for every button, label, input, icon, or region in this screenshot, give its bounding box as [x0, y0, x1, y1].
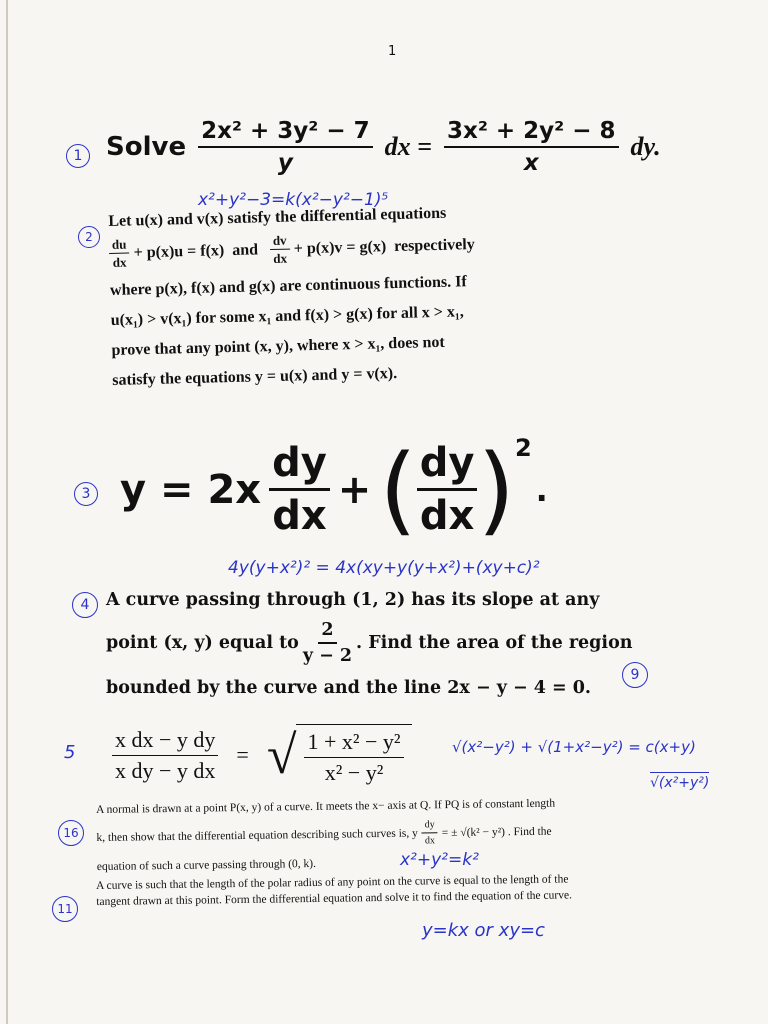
q6-handwritten-answer: x²+y²=k² — [400, 850, 479, 870]
q1-handwritten-answer: x²+y²−3=k(x²−y²−1)⁵ — [198, 190, 389, 210]
q1-rhs-denominator: x — [523, 150, 539, 176]
q7-line-2: tangent drawn at this point. Form the differential equation and solve it to find the equation of the curve. — [96, 889, 572, 908]
q1-lhs-denominator: y — [277, 150, 293, 176]
q2-du-fraction — [109, 237, 130, 268]
q4-line-2-a: point (x, y) equal to — [106, 633, 299, 653]
q5-radical-sign: √ — [266, 725, 297, 785]
question-2 — [108, 194, 622, 389]
q5-radical-fraction — [296, 724, 411, 786]
question-marker-1: 1 — [66, 144, 90, 168]
q1-rhs-numerator: 3x² + 2y² − 8 — [444, 118, 619, 148]
q6-line-2-b: = ± √(k² − y²) . Find the — [441, 825, 552, 839]
q2-equations — [109, 226, 620, 269]
question-marker-5: 5 — [64, 742, 76, 763]
q5-lhs-fraction — [112, 727, 218, 784]
q3-dx-2: dx — [419, 493, 475, 539]
q3-handwritten-answer: 4y(y+x²)² = 4x(xy+y(y+x²)+(xy+c)² — [228, 558, 540, 578]
q5-rad-denominator: x² − y² — [324, 760, 384, 785]
question-marker-7: 11 — [52, 896, 78, 922]
q2-dx-2: dx — [273, 250, 288, 266]
q6-dx: dx — [424, 835, 436, 847]
q6-derivative — [422, 819, 438, 846]
q7-line-1: A curve is such that the length of the polar radius of any point on the curve is equal to the length of the — [96, 873, 569, 892]
q3-y-equals: y = 2x — [120, 466, 262, 513]
q3-fraction-1 — [269, 440, 330, 539]
q3-paren-left: ( — [379, 433, 417, 546]
q5-lhs-numerator: x dx − y dy — [112, 727, 218, 756]
q2-eq-u-rest: + p(x)u = f(x) and — [133, 240, 259, 261]
q2-dv-fraction — [270, 234, 290, 265]
q6-line-2-a: k, then show that the differential equation describing such curves is, y — [96, 827, 418, 844]
q1-lhs-fraction — [198, 118, 373, 176]
q4-slope-denominator: y − 2 — [302, 646, 353, 666]
page-edge — [6, 0, 8, 1024]
q4-line-2 — [106, 620, 666, 666]
q7-handwritten-answer: y=kx or xy=c — [422, 920, 545, 941]
q3-fraction-2 — [417, 440, 478, 539]
q2-du: du — [109, 237, 130, 253]
question-6 — [96, 796, 677, 873]
q3-exponent: 2 — [514, 434, 532, 462]
q1-lhs-differential: dx = — [384, 132, 432, 161]
q6-line-2 — [96, 816, 676, 851]
q2-dx: dx — [112, 254, 127, 270]
q2-line-1: Let u(x) and v(x) satisfy the differential equations — [108, 204, 447, 230]
q3-dx: dx — [272, 493, 327, 539]
q3-paren-right: ) — [477, 433, 515, 546]
question-5 — [112, 724, 412, 786]
q3-plus: + — [337, 466, 372, 513]
q2-eq-v-rest: + p(x)v = g(x) respectively — [293, 235, 475, 257]
q2-line-3: where p(x), f(x) and g(x) are continuous functions. If — [109, 273, 467, 299]
q2-dv: dv — [270, 234, 290, 250]
q4-slope-numerator: 2 — [318, 620, 336, 644]
q6-line-3: equation of such a curve passing through (0, k). — [96, 857, 317, 873]
q6-line-1: A normal is drawn at a point P(x, y) of a curve. It meets the x− axis at Q. If PQ is of constant length — [96, 797, 556, 816]
q2-line-5: prove that any point (x, y), where x > x₁, does not — [111, 333, 445, 359]
question-marker-4: 4 — [72, 592, 98, 618]
q6-dy: dy — [422, 819, 438, 833]
q5-equals: = — [236, 742, 249, 767]
question-4 — [106, 590, 666, 698]
q1-lead: Solve — [106, 132, 187, 162]
question-7 — [96, 872, 676, 908]
q1-rhs-differential: dy. — [630, 132, 661, 161]
q1-lhs-numerator: 2x² + 3y² − 7 — [198, 118, 373, 148]
q4-side-mark: 9 — [622, 662, 648, 688]
question-marker-3: 3 — [74, 482, 98, 506]
question-marker-6: 16 — [58, 820, 84, 846]
q4-line-1: A curve passing through (1, 2) has its slope at any — [106, 590, 600, 610]
q2-line-4: u(x₁) > v(x₁) for some x₁ and f(x) > g(x) for all x > x₁, — [110, 303, 464, 329]
q4-line-2-b: . Find the area of the region — [356, 633, 633, 653]
q5-lhs-denominator: x dy − y dx — [115, 757, 216, 783]
q5-handwritten-answer-1: √(x²−y²) + √(1+x²−y²) = c(x+y) — [452, 738, 696, 756]
q3-dy: dy — [269, 440, 330, 491]
question-1 — [106, 118, 661, 176]
question-3 — [120, 433, 548, 546]
page-number: 1 — [388, 44, 397, 59]
q1-rhs-fraction — [444, 118, 619, 176]
q4-slope-fraction — [303, 620, 352, 666]
q3-dy-2: dy — [417, 440, 478, 491]
q5-handwritten-answer-2: √(x²+y²) — [650, 772, 709, 791]
q2-line-6: satisfy the equations y = u(x) and y = v(x). — [112, 364, 398, 389]
question-marker-2: 2 — [78, 226, 100, 248]
q4-line-3: bounded by the curve and the line 2x − y − 4 = 0. — [106, 678, 592, 698]
q5-rad-numerator: 1 + x² − y² — [304, 729, 403, 758]
q3-dot: . — [535, 470, 548, 509]
